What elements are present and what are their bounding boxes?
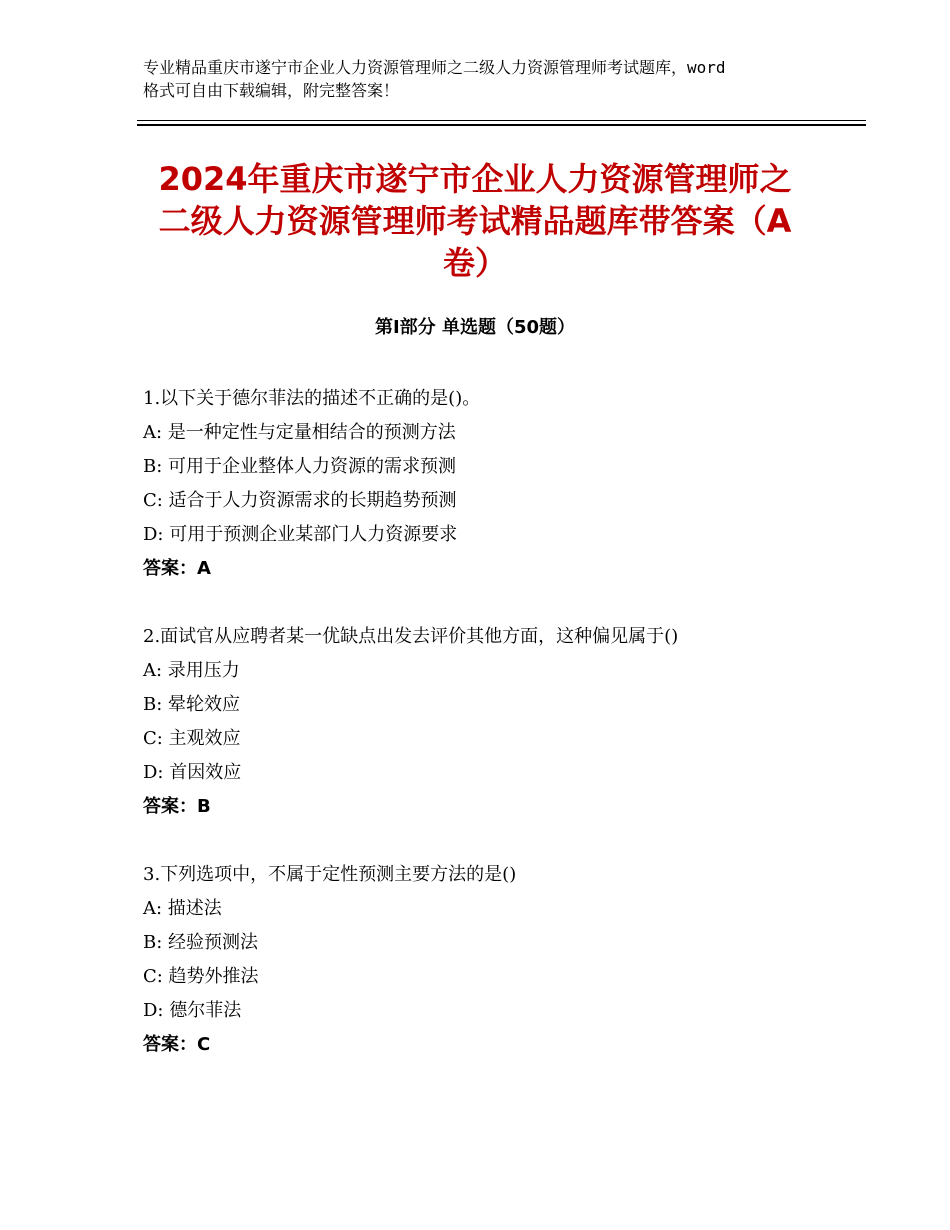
header-divider: [137, 120, 866, 126]
option-b: B: 晕轮效应: [143, 694, 241, 715]
answer-line: 答案：B: [143, 796, 211, 817]
option-c: C: 适合于人力资源需求的长期趋势预测: [143, 490, 457, 511]
question-2: [143, 620, 843, 824]
question-list: [143, 382, 843, 1096]
option-d: D: 德尔菲法: [143, 1000, 242, 1021]
title-line: 卷）: [442, 244, 507, 282]
header-note-line: 专业精品重庆市遂宁市企业人力资源管理师之二级人力资源管理师考试题库，word: [143, 58, 726, 77]
question-stem: 3.下列选项中，不属于定性预测主要方法的是(): [143, 864, 517, 885]
answer-line: 答案：A: [143, 558, 211, 579]
question-stem: 1.以下关于德尔菲法的描述不正确的是()。: [143, 388, 481, 409]
header-note: [143, 56, 823, 102]
title-line: 二级人力资源管理师考试精品题库带答案（A: [158, 202, 792, 240]
option-d: D: 可用于预测企业某部门人力资源要求: [143, 524, 458, 545]
option-b: B: 可用于企业整体人力资源的需求预测: [143, 456, 457, 477]
section-title: 第Ⅰ部分 单选题（50题）: [374, 317, 575, 338]
question-1: [143, 382, 843, 586]
header-note-line: 格式可自由下载编辑，附完整答案！: [143, 81, 400, 100]
question-3: [143, 858, 843, 1062]
option-a: A: 描述法: [143, 898, 222, 919]
answer-line: 答案：C: [143, 1034, 211, 1055]
title-line: 2024年重庆市遂宁市企业人力资源管理师之: [158, 160, 792, 198]
option-d: D: 首因效应: [143, 762, 242, 783]
option-c: C: 主观效应: [143, 728, 241, 749]
document-title: [120, 158, 830, 284]
option-c: C: 趋势外推法: [143, 966, 259, 987]
option-b: B: 经验预测法: [143, 932, 259, 953]
question-stem: 2.面试官从应聘者某一优缺点出发去评价其他方面，这种偏见属于(): [143, 626, 679, 647]
option-a: A: 录用压力: [143, 660, 240, 681]
option-a: A: 是一种定性与定量相结合的预测方法: [143, 422, 456, 443]
